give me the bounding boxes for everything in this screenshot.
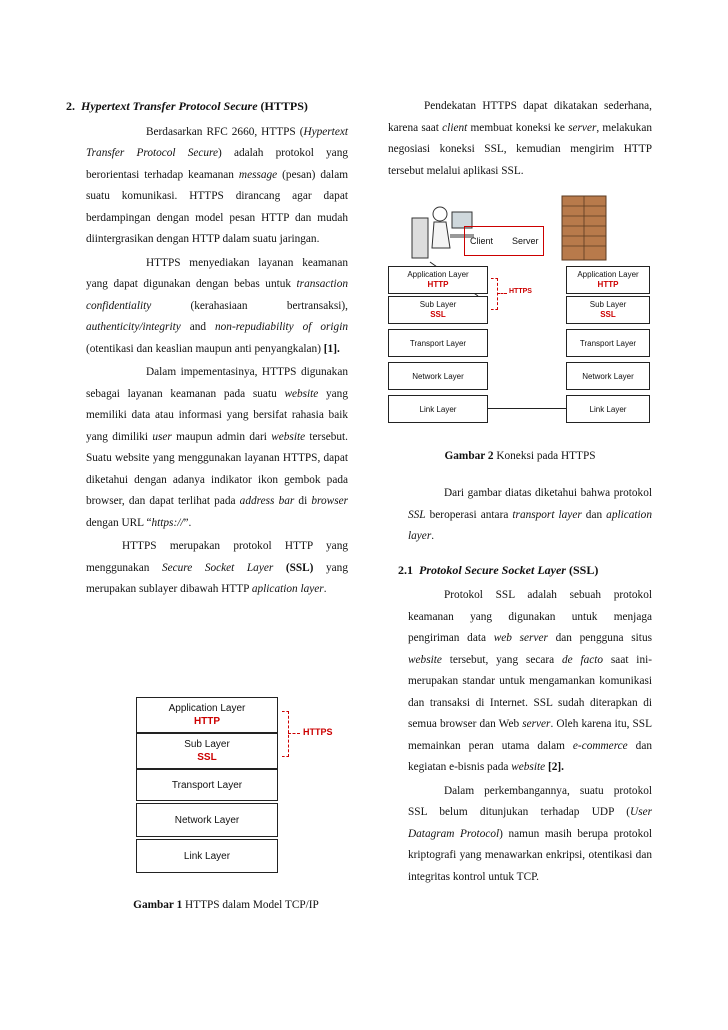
figure-2: [388, 192, 653, 424]
server-label: Server: [512, 236, 539, 246]
server-rack-icon: [558, 194, 614, 264]
right-column-top: [388, 96, 652, 184]
paragraph-https-definition: Berdasarkan RFC 2660, HTTPS (Hypertext Transfer Protocol Secure) adalah protokol yang berorientasi terhadap keamanan message (pesan) dalam suatu komunikasi. HTTPS dirancang agar dapat berdampingan dengan model pesan HTTP dan mudah diintergrasikan dengan HTTP dalam suatu jaringan.: [86, 125, 348, 245]
fig1-https-bracket: [282, 711, 289, 757]
fig2-server-network-layer: Network Layer: [566, 362, 650, 390]
paragraph-https-approach: Pendekatan HTTPS dapat dikatakan sederhana, karena saat client membuat koneksi ke server, melakukan negosiasi koneksi SSL, kemudian mengirim HTTP tersebut melalui aplikasi SSL.: [388, 100, 652, 177]
right-column-bottom: [398, 483, 653, 890]
section-heading-https: 2. Hypertext Transfer Protocol Secure (HTTPS): [66, 99, 308, 113]
fig2-client-transport-layer: Transport Layer: [388, 329, 488, 357]
paragraph-ssl-operation: Dari gambar diatas diketahui bahwa protokol SSL beroperasi antara transport layer dan aplication layer.: [408, 487, 652, 542]
left-column: [66, 96, 349, 603]
section-heading-ssl: 2.1 Protokol Secure Socket Layer (SSL): [398, 562, 599, 577]
fig2-link-connection: [488, 408, 566, 409]
fig2-https-bracket: [491, 278, 498, 310]
fig1-https-label: HTTPS: [303, 727, 333, 737]
figure-2-caption: Gambar 2 Koneksi pada HTTPS: [444, 450, 596, 462]
fig2-client-link-layer: Link Layer: [388, 395, 488, 423]
fig1-transport-layer: Transport Layer: [136, 769, 278, 801]
fig2-client-sub-layer: Sub Layer SSL: [388, 296, 488, 324]
fig2-client-network-layer: Network Layer: [388, 362, 488, 390]
fig1-application-layer: Application Layer HTTP: [136, 697, 278, 733]
fig2-https-label: HTTPS: [509, 288, 532, 295]
figure-1-caption: Gambar 1 HTTPS dalam Model TCP/IP: [133, 899, 319, 911]
fig2-server-application-layer: Application Layer HTTP: [566, 266, 650, 294]
paragraph-ssl-definition: Protokol SSL adalah sebuah protokol keamanan yang digunakan untuk menjaga pengiriman data web server dan pengguna situs website tersebut, yang secara de facto saat ini-merupakan standar untuk mengamankan komunikasi dan transaksi di Internet. SSL sudah diterapkan di semua browser dan Web server. Oleh karena itu, SSL memainkan peran utama dalam e-commerce dan kegiatan e-bisnis pada website [2].: [408, 589, 652, 773]
fig1-network-layer: Network Layer: [136, 803, 278, 837]
figure-1: [136, 697, 356, 887]
fig2-server-link-layer: Link Layer: [566, 395, 650, 423]
client-label: Client: [470, 236, 494, 246]
fig1-link-layer: Link Layer: [136, 839, 278, 873]
fig1-https-connector: [288, 733, 300, 734]
fig1-sub-layer: Sub Layer SSL: [136, 733, 278, 769]
fig2-server-transport-layer: Transport Layer: [566, 329, 650, 357]
fig2-https-connector: [497, 293, 507, 294]
paragraph-https-implementation: Dalam impementasinya, HTTPS digunakan sebagai layanan keamanan pada suatu website yang memiliki data atau informasi yang bersifat rahasia baik yang dimiliki user maupun admin dari website tersebut. Suatu website yang menggunakan layanan HTTPS, dapat diketahui dengan adanya indikator ikon gembok pada browser, dan dapat terlihat pada address bar di browser dengan URL “https://”.: [86, 366, 349, 529]
paragraph-https-ssl: HTTPS merupakan protokol HTTP yang menggunakan Secure Socket Layer (SSL) yang merupakan sublayer dibawah HTTP aplication layer.: [86, 540, 348, 595]
fig2-client-application-layer: Application Layer HTTP: [388, 266, 488, 294]
paragraph-ssl-development: Dalam perkembangannya, suatu protokol SSL belum ditunjukan terhadap UDP (User Datagram Protocol) namun masih berupa protokol kriptografi yang menawarkan enkripsi, otentikasi dan integritas kontrol untuk TCP.: [408, 784, 653, 883]
fig2-server-sub-layer: Sub Layer SSL: [566, 296, 650, 324]
paragraph-https-services: HTTPS menyediakan layanan keamanan yang dapat digunakan dengan bebas untuk transaction confidentiality (kerahasiaan bertransaksi), authenticity/integrity and non-repudiability of origin (otentikasi dan keaslian maupun anti penyangkalan) [1].: [86, 256, 348, 355]
